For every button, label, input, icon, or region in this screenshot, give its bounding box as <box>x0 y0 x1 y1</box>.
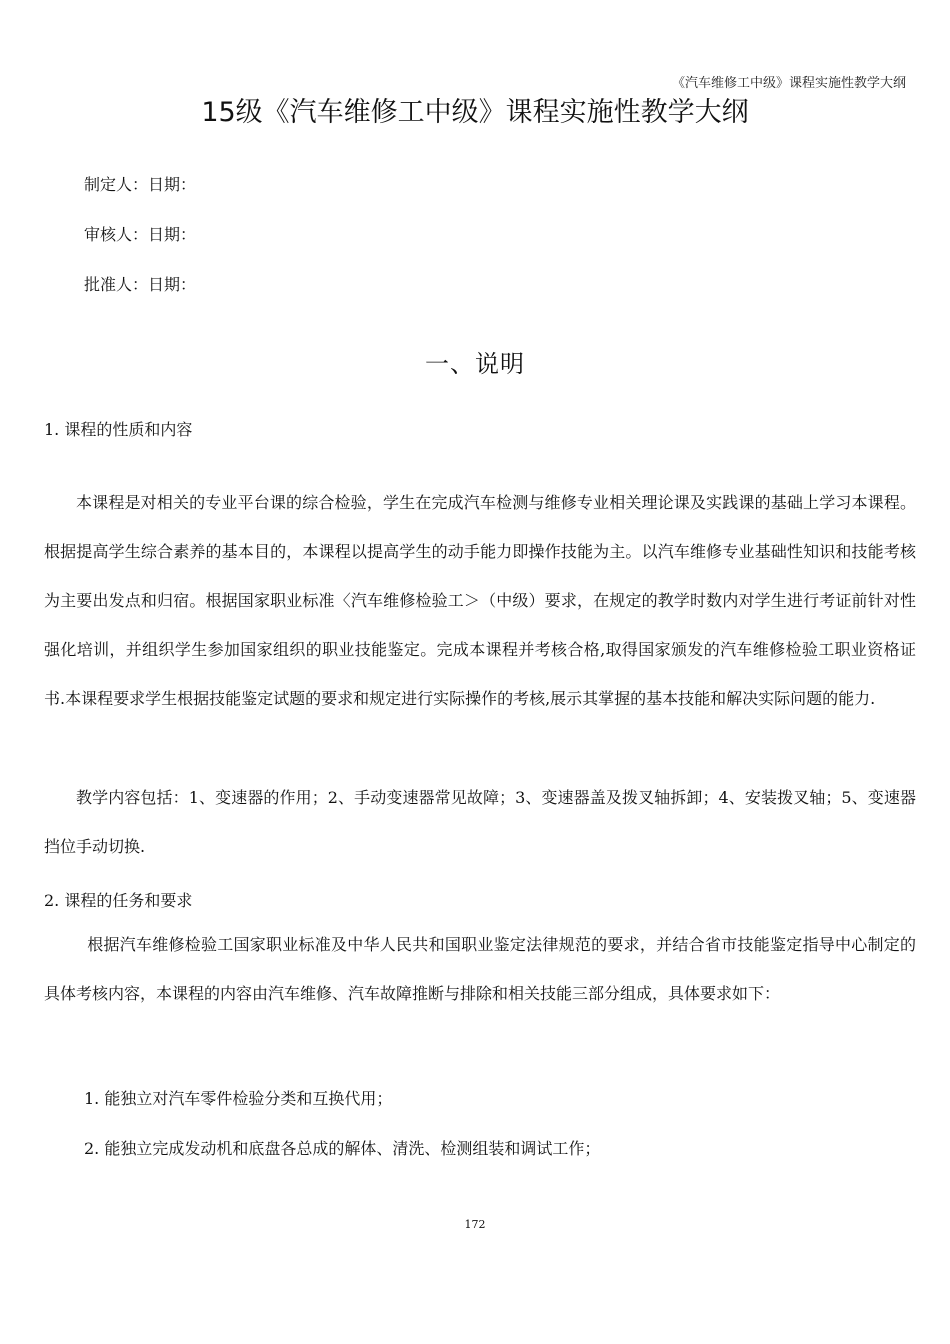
list-item: 2. 能独立完成发动机和底盘各总成的解体、清洗、检测组装和调试工作； <box>84 1139 601 1158</box>
paragraph-teaching-content: 教学内容包括：1、变速器的作用；2、手动变速器常见故障；3、变速器盖及拨叉轴拆卸；4、安装拨叉轴；5、变速器挡位手动切换. <box>44 788 916 856</box>
paragraph-course-tasks: 根据汽车维修检验工国家职业标准及中华人民共和国职业鉴定法律规范的要求，并结合省市技能鉴定指导中心制定的具体考核内容，本课程的内容由汽车维修、汽车故障推断与排除和相关技能三部分组成，具体要求如下： <box>44 935 916 1003</box>
paragraph-course-nature: 本课程是对相关的专业平台课的综合检验，学生在完成汽车检测与维修专业相关理论课及实践课的基础上学习本课程。根据提高学生综合素养的基本目的，本课程以提高学生的动手能力即操作技能为主。以汽车维修专业基础性知识和技能考核为主要出发点和归宿。根据国家职业标准〈汽车维修检验工＞（中级）要求，在规定的教学时数内对学生进行考证前针对性强化培训，并组织学生参加国家组织的职业技能鉴定。完成本课程并考核合格,取得国家颁发的汽车维修检验工职业资格证书.本课程要求学生根据技能鉴定试题的要求和规定进行实际操作的考核,展示其掌握的基本技能和解决实际问题的能力. <box>44 493 916 708</box>
subsection-heading-1: 1. 课程的性质和内容 <box>44 420 193 439</box>
list-item: 1. 能独立对汽车零件检验分类和互换代用； <box>84 1089 393 1108</box>
maker-line: 制定人：日期： <box>84 175 197 194</box>
section-heading: 一、说明 <box>425 350 525 378</box>
subsection-heading-2: 2. 课程的任务和要求 <box>44 891 193 910</box>
approver-line: 批准人：日期： <box>84 275 197 294</box>
reviewer-line: 审核人：日期： <box>84 225 197 244</box>
page-number: 172 <box>464 1218 486 1231</box>
running-header: 《汽车维修工中级》课程实施性教学大纲 <box>671 76 906 91</box>
document-title: 15级《汽车维修工中级》课程实施性教学大纲 <box>201 97 749 128</box>
